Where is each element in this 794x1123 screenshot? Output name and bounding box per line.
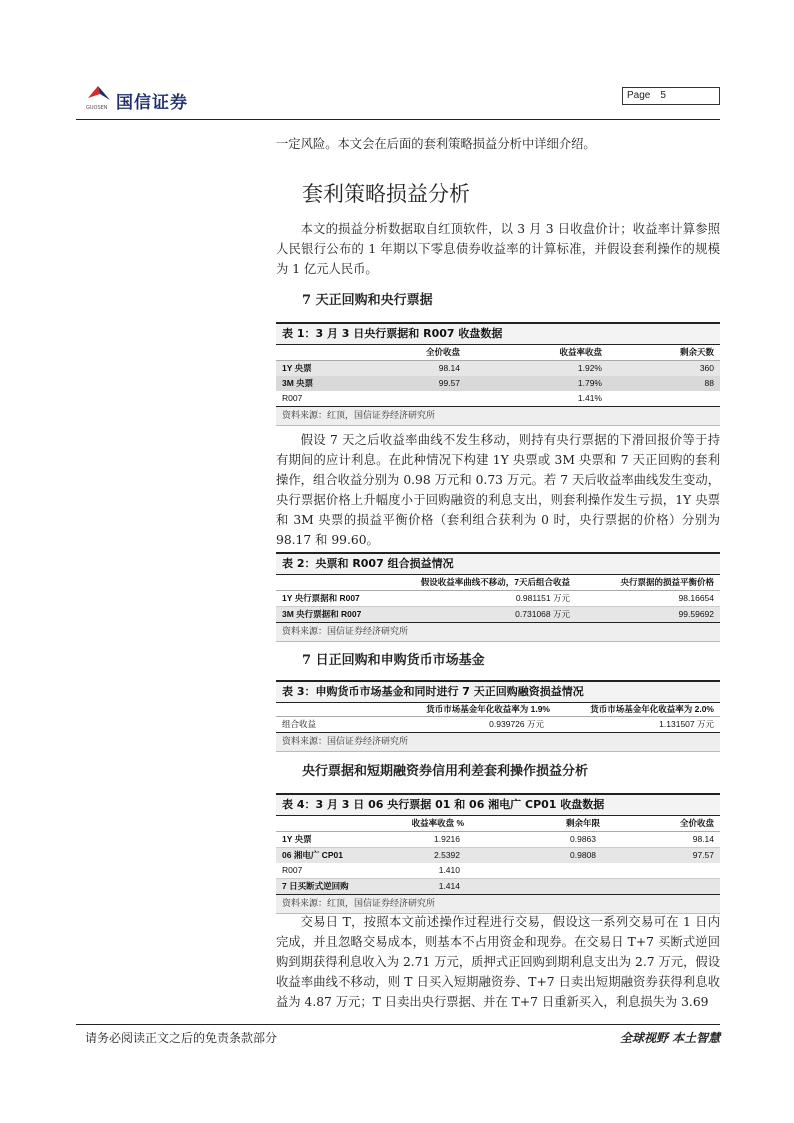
- header-cell: 收益率收盘 %: [411, 818, 464, 828]
- table-caption: 表 2：央票和 R007 组合损益情况: [276, 552, 720, 575]
- footer-disclaimer: 请务必阅读正文之后的免责条款部分: [85, 1031, 278, 1045]
- table-4: [276, 793, 720, 914]
- table-row: [276, 607, 720, 623]
- header-cell: 收益率收盘: [559, 347, 602, 357]
- table-2: [276, 552, 720, 642]
- table-caption: 表 3：申购货币市场基金和同时进行 7 天正回购融资损益情况: [276, 680, 720, 703]
- subheading-credit-spread: 央行票据和短期融资券信用利差套利操作损益分析: [302, 764, 589, 779]
- row-label: 1Y 央票: [282, 834, 312, 844]
- header-cell: 货币市场基金年化收益率为 2.0%: [590, 704, 714, 714]
- table-cell: 1.79%: [577, 378, 602, 388]
- header-cell: 剩余年限: [565, 818, 600, 828]
- table-cell: 2.5392: [434, 850, 460, 860]
- paragraph-trade-process: 交易日 T，按照本文前述操作过程进行交易，假设这一系列交易可在 1 日内完成，并且忽略交易成本，则基本不占用资金和现券。在交易日 T+7 买断式逆回购到期获得利息收入为 2.71 万元，质押式正回购到期利息支出为 2.7 万元，假设收益率曲线不移动，则 T 日买入短期融资券、T+7 日卖出短期融资券获得利息收益为 4.87 万元；T 日卖出央行票据、并在 T+7 日重新买入，利息损失为 3.69: [276, 915, 720, 1009]
- table-cell: 0.939726 万元: [489, 719, 544, 729]
- table-cell: 88: [704, 378, 714, 388]
- table-source: 资料来源：红顶，国信证券经济研究所: [276, 407, 720, 426]
- header-cell: 货币市场基金年化收益率为 1.9%: [426, 704, 550, 714]
- table-row: [276, 361, 720, 376]
- row-label: R007: [282, 865, 303, 875]
- table-cell: 1.131507 万元: [659, 719, 714, 729]
- table-row: [276, 863, 720, 879]
- table-cell: 1.410: [438, 865, 460, 875]
- table-row: [276, 832, 720, 848]
- table-row: [276, 848, 720, 863]
- table-row: [276, 391, 720, 407]
- table-cell: 99.57: [438, 378, 460, 388]
- footer-slogan: 全球视野 本土智慧: [620, 1031, 721, 1045]
- table-header-row: [276, 575, 720, 591]
- row-label: 组合收益: [282, 719, 317, 729]
- table-cell: 1.92%: [577, 363, 602, 373]
- header-cell: 全价收盘: [425, 347, 460, 357]
- table-source: 资料来源：国信证券经济研究所: [276, 623, 720, 642]
- row-label: 1Y 央票: [282, 363, 312, 373]
- table-1: [276, 322, 720, 426]
- row-label: R007: [282, 393, 303, 403]
- table-caption: 表 1：3 月 3 日央行票据和 R007 收盘数据: [276, 322, 720, 345]
- table-cell: 1.9216: [434, 834, 460, 844]
- subheading-repo-mmf: 7 日正回购和申购货币市场基金: [302, 653, 485, 668]
- header-cell: 全价收盘: [679, 818, 714, 828]
- table-row: [276, 376, 720, 391]
- header-cell: 假设收益率曲线不移动，7天后组合收益: [420, 577, 570, 587]
- row-label: 06 湘电广 CP01: [282, 850, 343, 860]
- header-divider: [76, 119, 720, 120]
- table-row: [276, 879, 720, 895]
- row-label: 7 日买断式逆回购: [282, 881, 349, 891]
- logo-subtext: GUOSEN: [86, 105, 108, 111]
- table-header-row: [276, 703, 720, 717]
- table-source: 资料来源：国信证券经济研究所: [276, 733, 720, 752]
- table-cell: 0.731068 万元: [515, 609, 570, 619]
- table-cell: 0.9808: [570, 850, 596, 860]
- table-cell: 98.14: [438, 363, 460, 373]
- page-label: Page: [627, 90, 651, 101]
- row-label: 3M 央票: [282, 378, 314, 388]
- footer-divider: [76, 1024, 720, 1025]
- logo-mark-icon: [86, 84, 112, 104]
- table-cell: 0.981151 万元: [515, 593, 570, 603]
- table-cell: 0.9863: [570, 834, 596, 844]
- table-cell: 97.57: [692, 850, 714, 860]
- table-header-row: [276, 816, 720, 832]
- header-cell: 剩余天数: [679, 347, 714, 357]
- table-row: [276, 717, 720, 733]
- page-number: 5: [660, 90, 666, 101]
- paragraph-intro-tail: 一定风险。本文会在后面的套利策略损益分析中详细介绍。: [276, 137, 596, 151]
- table-row: [276, 591, 720, 607]
- paragraph-repo-analysis: 假设 7 天之后收益率曲线不发生移动，则持有央行票据的下滑回报价等于持有期间的应计利息。在此种情况下构建 1Y 央票或 3M 央票和 7 天正回购的套利操作，组合收益分别为 0.98 万元和 0.73 万元。若 7 天后收益率曲线发生变动，央行票据价格上升幅度小于回购融资的利息支出，则套利操作发生亏损，1Y 央票和 3M 央票的损益平衡价格（套利组合获利为 0 时，央行票据的价格）分别为 98.17 和 99.60。: [276, 433, 720, 547]
- page-number-box: [622, 87, 720, 105]
- header-cell: 央行票据的损益平衡价格: [620, 577, 714, 587]
- logo-text: 国信证券: [116, 93, 188, 113]
- table-source: 资料来源：红顶，国信证券经济研究所: [276, 895, 720, 914]
- row-label: 3M 央行票据和 R007: [282, 609, 362, 619]
- table-cell: 360: [699, 363, 714, 373]
- table-cell: 98.16654: [678, 593, 714, 603]
- row-label: 1Y 央行票据和 R007: [282, 593, 360, 603]
- table-cell: 1.41%: [577, 393, 602, 403]
- paragraph-method: 本文的损益分析数据取自红顶软件，以 3 月 3 日收盘价计；收益率计算参照人民银行公布的 1 年期以下零息债券收益率的计算标准，并假设套利操作的规模为 1 亿元人民币。: [276, 222, 720, 276]
- table-cell: 99.59692: [678, 609, 714, 619]
- table-3: [276, 680, 720, 752]
- table-cell: 1.414: [438, 881, 460, 891]
- section-heading: 套利策略损益分析: [302, 182, 470, 206]
- table-cell: 98.14: [692, 834, 714, 844]
- subheading-repo-cbills: 7 天正回购和央行票据: [302, 293, 433, 308]
- company-logo: [86, 84, 216, 116]
- table-caption: 表 4：3 月 3 日 06 央行票据 01 和 06 湘电广 CP01 收盘数据: [276, 793, 720, 816]
- table-header-row: [276, 345, 720, 361]
